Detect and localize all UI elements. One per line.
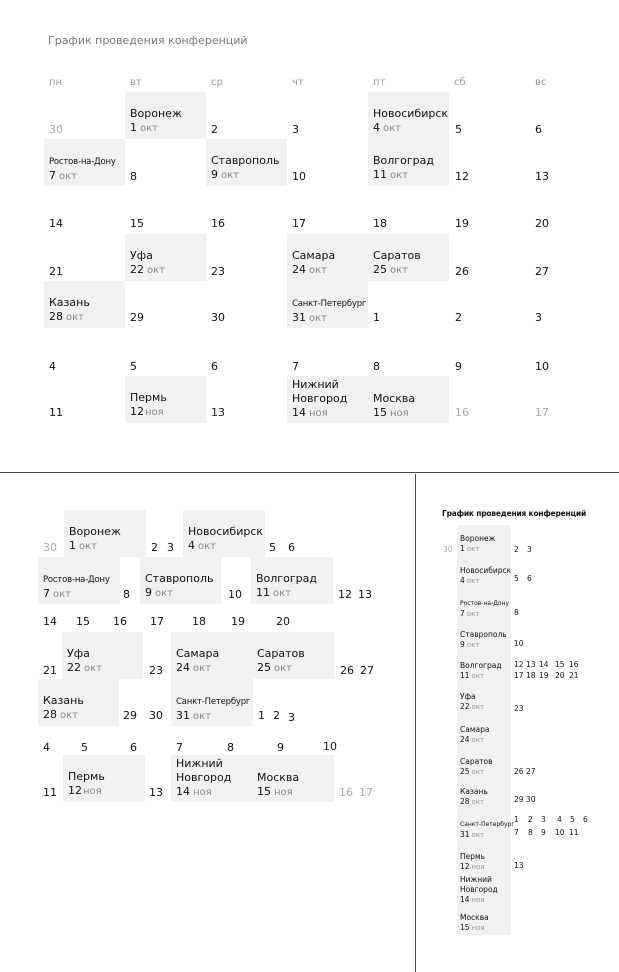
day-number: 16 (569, 660, 579, 669)
event-city: Пермь (130, 391, 167, 404)
event-day: 31 (176, 709, 190, 722)
event-day: 9 (145, 586, 152, 599)
event-month: окт (471, 736, 485, 744)
day-number: 19 (231, 615, 245, 628)
list-title: График проведения конференций (442, 509, 587, 518)
list-item[interactable] (460, 875, 498, 905)
day-number: 26 (514, 767, 524, 776)
weekday-sun: вс (535, 77, 547, 88)
event-cell[interactable] (171, 632, 334, 679)
day-number: 23 (211, 265, 225, 278)
day-number: 14 (43, 615, 57, 628)
event-day: 4 (460, 576, 465, 585)
event-cell[interactable] (38, 557, 120, 604)
day-number: 15 (76, 615, 90, 628)
event-city: Самара (460, 725, 490, 734)
day-number: 4 (557, 815, 562, 824)
day-number: 18 (373, 217, 387, 230)
day-number: 10 (323, 740, 337, 753)
day-number: 5 (81, 741, 88, 754)
list-item[interactable] (460, 913, 489, 933)
event-day: 31 (292, 311, 306, 324)
day-number: 30 (43, 541, 57, 554)
event-day: 7 (460, 609, 465, 618)
weekday-wed: ср (211, 77, 223, 88)
event-day: 22 (130, 263, 144, 276)
event-month: ноя (274, 787, 293, 798)
weekday-sat: сб (454, 77, 466, 88)
event-city: Казань (460, 787, 488, 796)
day-number: 8 (123, 588, 130, 601)
list-item[interactable] (460, 661, 502, 681)
event-month: ноя (83, 786, 102, 797)
day-number: 8 (130, 170, 137, 183)
event-month: окт (466, 641, 480, 649)
day-number: 3 (288, 711, 295, 724)
event-day: 15 (373, 406, 387, 419)
event-month: ноя (390, 408, 409, 419)
event-cell[interactable] (125, 376, 206, 423)
event-day: 28 (43, 708, 57, 721)
event-day: 9 (211, 168, 218, 181)
day-number: 14 (49, 217, 63, 230)
day-number: 3 (292, 123, 299, 136)
event-day: 11 (256, 586, 270, 599)
day-number: 6 (211, 360, 218, 373)
event-day: 12 (460, 862, 470, 871)
day-number: 17 (535, 406, 549, 419)
day-number: 29 (130, 311, 144, 324)
event-cell[interactable] (368, 92, 449, 139)
day-number: 27 (535, 265, 549, 278)
day-number: 21 (43, 664, 57, 677)
day-number: 13 (211, 406, 225, 419)
weekday-mon: пн (49, 77, 63, 88)
event-month: окт (221, 170, 239, 181)
day-number: 3 (541, 815, 546, 824)
event-day: 1 (460, 544, 465, 553)
day-number: 13 (149, 786, 163, 799)
event-city: Уфа (67, 647, 90, 660)
event-city: Саратов (257, 647, 305, 660)
event-month: окт (79, 541, 97, 552)
event-day: 12 (130, 405, 144, 418)
event-month: ноя (193, 787, 212, 798)
event-month: окт (60, 710, 78, 721)
list-item[interactable] (460, 787, 488, 807)
day-number: 17 (292, 217, 306, 230)
event-day: 11 (460, 671, 470, 680)
event-day: 9 (460, 640, 465, 649)
day-number: 20 (535, 217, 549, 230)
event-day: 15 (460, 923, 470, 932)
day-number: 23 (149, 664, 163, 677)
day-number: 9 (277, 741, 284, 754)
event-month: окт (53, 589, 71, 600)
event-city: Уфа (130, 249, 153, 262)
event-month: ноя (471, 924, 485, 932)
event-city: Пермь (68, 770, 105, 783)
day-number: 11 (569, 828, 579, 837)
event-cell[interactable] (125, 92, 206, 139)
event-day: 25 (460, 767, 470, 776)
day-number: 11 (43, 786, 57, 799)
event-city: Ставрополь (145, 572, 214, 585)
event-month: окт (59, 171, 77, 182)
day-number: 26 (340, 664, 354, 677)
event-day: 25 (257, 661, 271, 674)
day-number: 6 (130, 741, 137, 754)
day-number: 21 (569, 671, 579, 680)
event-city: Москва (373, 392, 416, 405)
event-city: Ростов-на-Дону (49, 157, 116, 167)
event-day: 15 (257, 785, 271, 798)
day-number: 17 (359, 786, 373, 799)
event-city: Санкт-Петербург (292, 299, 367, 309)
event-city: Саратов (460, 757, 493, 766)
event-month: окт (198, 541, 216, 552)
day-number: 10 (228, 588, 242, 601)
event-day: 14 (176, 785, 190, 798)
weekday-tue: вт (130, 77, 142, 88)
day-number: 30 (149, 709, 163, 722)
day-number: 6 (288, 541, 295, 554)
day-number: 6 (527, 574, 532, 583)
day-number: 10 (535, 360, 549, 373)
event-city: Ростов-на-Дону (460, 600, 510, 607)
event-city: Воронеж (69, 525, 121, 538)
event-cell[interactable] (171, 679, 253, 726)
event-month: окт (155, 588, 173, 599)
list-item[interactable] (460, 599, 509, 619)
event-cell[interactable] (287, 234, 449, 281)
event-city: Новосибирск (460, 566, 512, 575)
day-number: 16 (455, 406, 469, 419)
event-cell[interactable] (171, 755, 334, 802)
event-city: Москва (257, 771, 300, 784)
event-city: Казань (43, 694, 84, 707)
event-month: окт (193, 663, 211, 674)
event-city: Ставрополь (460, 630, 507, 639)
day-number: 4 (43, 741, 50, 754)
day-number: 21 (49, 265, 63, 278)
day-number: 2 (528, 815, 533, 824)
day-number: 5 (514, 574, 519, 583)
event-day: 24 (460, 735, 470, 744)
event-month: окт (309, 313, 327, 324)
event-city: Санкт-Петербург (460, 821, 515, 828)
event-month: окт (471, 672, 485, 680)
day-number: 5 (130, 360, 137, 373)
day-number: 3 (167, 541, 174, 554)
vertical-divider (415, 474, 416, 972)
day-number: 29 (123, 709, 137, 722)
event-city: Ростов-на-Дону (43, 575, 110, 585)
event-cell[interactable] (251, 557, 333, 604)
event-city: Нижний (292, 378, 339, 391)
event-city: Самара (176, 647, 220, 660)
event-month: окт (274, 663, 292, 674)
day-number: 1 (514, 815, 519, 824)
event-day: 22 (67, 661, 81, 674)
day-number: 20 (555, 671, 565, 680)
day-number: 10 (514, 639, 524, 648)
list-item[interactable] (460, 566, 511, 586)
day-number: 8 (373, 360, 380, 373)
day-number: 19 (539, 671, 549, 680)
event-month: окт (466, 545, 480, 553)
day-number: 3 (535, 311, 542, 324)
event-day: 7 (43, 587, 50, 600)
event-day: 1 (130, 121, 137, 134)
event-day: 1 (69, 539, 76, 552)
event-city: Воронеж (460, 534, 496, 543)
day-number: 12 (514, 660, 524, 669)
day-number: 29 (514, 795, 524, 804)
day-number: 3 (527, 545, 532, 554)
event-city: Волгоград (373, 154, 434, 167)
event-cell[interactable] (287, 281, 368, 328)
day-number: 4 (49, 360, 56, 373)
day-number: 16 (211, 217, 225, 230)
day-number: 5 (455, 123, 462, 136)
event-day: 22 (460, 702, 470, 711)
event-city-line2: Новгород (460, 885, 498, 894)
event-city: Волгоград (460, 661, 502, 670)
day-number: 15 (130, 217, 144, 230)
event-cell[interactable] (140, 557, 221, 604)
event-city: Ставрополь (211, 154, 280, 167)
day-number: 2 (211, 123, 218, 136)
event-day: 25 (373, 263, 387, 276)
day-number: 8 (514, 608, 519, 617)
event-month: ноя (145, 407, 164, 418)
event-day: 11 (373, 168, 387, 181)
day-number: 6 (583, 815, 588, 824)
event-cell[interactable] (125, 234, 206, 281)
day-number: 30 (526, 795, 536, 804)
event-city-line2: Новгород (176, 771, 232, 784)
day-number: 10 (292, 170, 306, 183)
day-number: 7 (514, 828, 519, 837)
day-number: 1 (258, 709, 265, 722)
day-number: 30 (49, 123, 63, 136)
day-number: 17 (150, 615, 164, 628)
event-month: окт (471, 768, 485, 776)
day-number: 27 (360, 664, 374, 677)
event-day: 4 (188, 539, 195, 552)
event-city: Пермь (460, 852, 486, 861)
event-city: Новосибирск (373, 107, 449, 120)
event-cell[interactable] (183, 510, 265, 557)
event-month: окт (390, 265, 408, 276)
day-number: 27 (526, 767, 536, 776)
event-city-line2: Новгород (292, 392, 348, 405)
list-item[interactable] (460, 534, 495, 554)
event-city: Нижний (176, 757, 223, 770)
event-city: Волгоград (256, 572, 317, 585)
day-number: 7 (292, 360, 299, 373)
day-number: 13 (526, 660, 536, 669)
day-number: 1 (373, 311, 380, 324)
event-day: 28 (460, 797, 470, 806)
list-item[interactable] (460, 630, 507, 650)
day-number: 13 (535, 170, 549, 183)
event-month: ноя (471, 863, 485, 871)
day-number: 16 (113, 615, 127, 628)
event-cell[interactable] (64, 510, 146, 557)
list-item[interactable] (460, 852, 485, 872)
day-number: 30 (443, 545, 453, 554)
list-item[interactable] (460, 820, 514, 840)
event-month: окт (273, 588, 291, 599)
event-month: ноя (309, 408, 328, 419)
event-month: окт (84, 663, 102, 674)
event-month: окт (466, 577, 480, 585)
event-cell[interactable] (368, 139, 449, 186)
weekday-fri: пт (373, 77, 386, 88)
day-number: 2 (514, 545, 519, 554)
event-city: Уфа (460, 692, 476, 701)
day-number: 30 (211, 311, 225, 324)
day-number: 2 (455, 311, 462, 324)
day-number: 9 (455, 360, 462, 373)
event-day: 12 (68, 784, 82, 797)
day-number: 18 (526, 671, 536, 680)
day-number: 17 (514, 671, 524, 680)
event-month: окт (140, 123, 158, 134)
event-month: окт (471, 703, 485, 711)
event-month: окт (466, 610, 480, 618)
event-day: 4 (373, 121, 380, 134)
event-cell[interactable] (44, 139, 125, 186)
event-day: 7 (49, 169, 56, 182)
event-cell[interactable] (206, 139, 287, 186)
day-number: 16 (339, 786, 353, 799)
list-item[interactable] (460, 757, 493, 777)
event-day: 14 (292, 406, 306, 419)
event-month: окт (471, 798, 485, 806)
day-number: 20 (276, 615, 290, 628)
day-number: 8 (227, 741, 234, 754)
event-city: Казань (49, 296, 90, 309)
event-cell[interactable] (287, 376, 449, 423)
event-city: Самара (292, 249, 336, 262)
event-day: 24 (292, 263, 306, 276)
event-month: окт (471, 831, 485, 839)
day-number: 23 (514, 704, 524, 713)
list-item[interactable] (460, 692, 484, 712)
weekday-thu: чт (292, 77, 304, 88)
day-number: 10 (555, 828, 565, 837)
day-number: 12 (455, 170, 469, 183)
day-number: 7 (176, 741, 183, 754)
event-month: окт (309, 265, 327, 276)
day-number: 26 (455, 265, 469, 278)
event-day: 14 (460, 895, 470, 904)
event-city: Санкт-Петербург (176, 697, 251, 707)
event-cell[interactable] (38, 679, 119, 726)
day-number: 12 (338, 588, 352, 601)
day-number: 2 (151, 541, 158, 554)
day-number: 14 (539, 660, 549, 669)
day-number: 8 (528, 828, 533, 837)
day-number: 15 (555, 660, 565, 669)
event-city: Новосибирск (188, 525, 264, 538)
event-month: окт (147, 265, 165, 276)
day-number: 2 (273, 709, 280, 722)
event-day: 31 (460, 830, 470, 839)
page-title: График проведения конференций (48, 34, 248, 47)
event-month: окт (390, 170, 408, 181)
day-number: 5 (570, 815, 575, 824)
day-number: 13 (514, 861, 524, 870)
event-cell[interactable] (63, 755, 145, 802)
event-month: окт (383, 123, 401, 134)
event-month: окт (66, 312, 84, 323)
day-number: 6 (535, 123, 542, 136)
event-cell[interactable] (44, 281, 125, 328)
day-number: 5 (269, 541, 276, 554)
list-item[interactable] (460, 725, 489, 745)
day-number: 11 (49, 406, 63, 419)
event-city: Нижний (460, 875, 492, 884)
day-number: 19 (455, 217, 469, 230)
event-month: ноя (471, 896, 485, 904)
horizontal-divider (0, 472, 619, 473)
event-day: 24 (176, 661, 190, 674)
event-city: Москва (460, 913, 489, 922)
event-city: Саратов (373, 249, 421, 262)
event-city: Воронеж (130, 107, 182, 120)
event-cell[interactable] (62, 632, 143, 679)
event-day: 28 (49, 310, 63, 323)
day-number: 9 (541, 828, 546, 837)
day-number: 18 (192, 615, 206, 628)
event-month: окт (193, 711, 211, 722)
day-number: 13 (358, 588, 372, 601)
